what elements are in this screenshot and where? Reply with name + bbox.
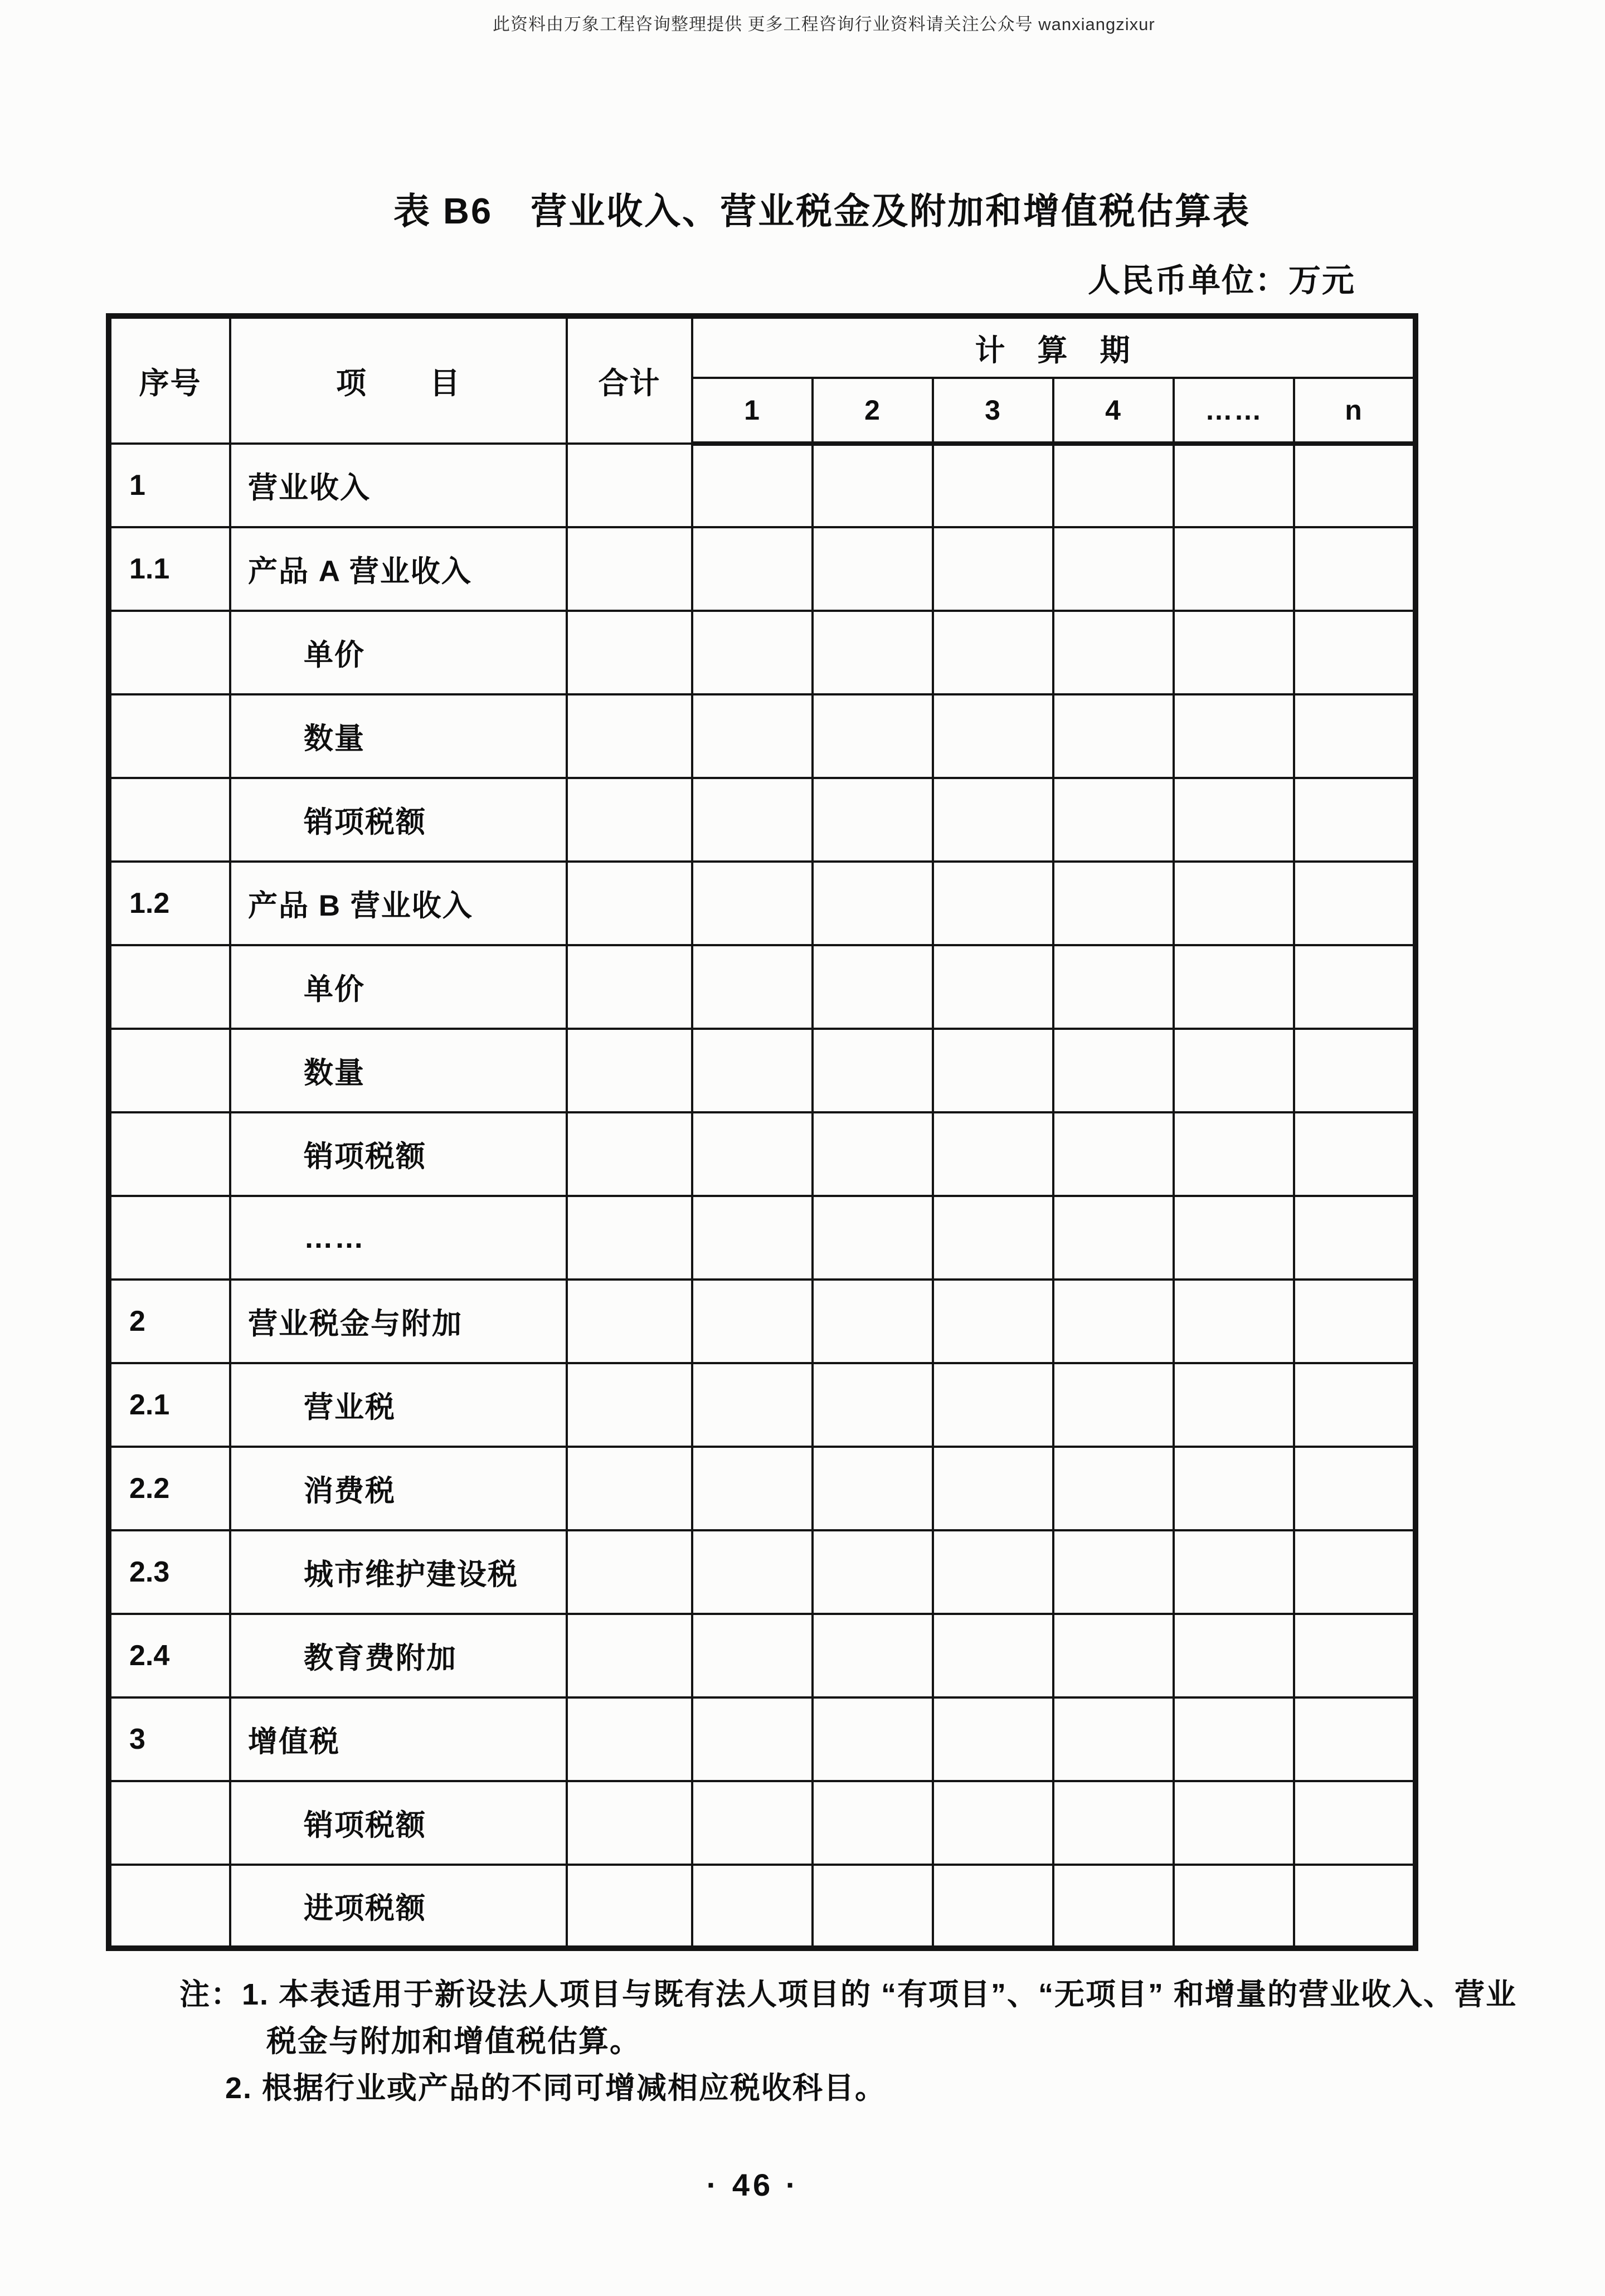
value-cell bbox=[692, 1196, 813, 1280]
value-cell bbox=[567, 1697, 692, 1781]
value-cell bbox=[1053, 1865, 1174, 1948]
item-cell: 消费税 bbox=[230, 1447, 567, 1530]
value-cell bbox=[692, 778, 813, 862]
value-cell bbox=[933, 1280, 1053, 1363]
value-cell bbox=[692, 1447, 813, 1530]
value-cell bbox=[1294, 527, 1416, 611]
value-cell bbox=[567, 945, 692, 1029]
value-cell bbox=[692, 1781, 813, 1865]
value-cell bbox=[933, 862, 1053, 945]
item-cell: 进项税额 bbox=[230, 1865, 567, 1948]
value-cell bbox=[1174, 1363, 1294, 1447]
value-cell bbox=[1294, 1447, 1416, 1530]
value-cell bbox=[1174, 694, 1294, 778]
value-cell bbox=[813, 945, 933, 1029]
value-cell bbox=[1294, 694, 1416, 778]
item-cell: 单价 bbox=[230, 945, 567, 1029]
value-cell bbox=[1053, 1029, 1174, 1112]
value-cell bbox=[567, 611, 692, 694]
value-cell bbox=[567, 862, 692, 945]
serial-cell: 1.1 bbox=[109, 527, 230, 611]
table-row bbox=[109, 1196, 1416, 1280]
item-cell: 产品 B 营业收入 bbox=[230, 862, 567, 945]
value-cell bbox=[567, 778, 692, 862]
table-row bbox=[109, 1280, 1416, 1363]
currency-unit-label: 人民币单位：万元 bbox=[1088, 262, 1356, 299]
value-cell bbox=[567, 527, 692, 611]
value-cell bbox=[1053, 1614, 1174, 1697]
note-line-1: 注：1. 本表适用于新设法人项目与既有法人项目的 “有项目”、“无项目” 和增量的营业收入、营业 bbox=[179, 1978, 1518, 2011]
value-cell bbox=[1294, 1781, 1416, 1865]
item-cell: 营业税金与附加 bbox=[230, 1280, 567, 1363]
value-cell bbox=[692, 1865, 813, 1948]
value-cell bbox=[567, 1280, 692, 1363]
serial-cell bbox=[109, 1865, 230, 1948]
value-cell bbox=[692, 1363, 813, 1447]
serial-cell bbox=[109, 611, 230, 694]
value-cell bbox=[933, 1530, 1053, 1614]
header-period-col-2: 2 bbox=[813, 378, 933, 444]
serial-cell: 1 bbox=[109, 444, 230, 527]
value-cell bbox=[1174, 945, 1294, 1029]
header-item: 项 目 bbox=[230, 316, 567, 444]
item-cell: 增值税 bbox=[230, 1697, 567, 1781]
value-cell bbox=[933, 1363, 1053, 1447]
value-cell bbox=[567, 1865, 692, 1948]
value-cell bbox=[1174, 444, 1294, 527]
value-cell bbox=[692, 1029, 813, 1112]
serial-cell bbox=[109, 945, 230, 1029]
value-cell bbox=[692, 1697, 813, 1781]
table-row bbox=[109, 1363, 1416, 1447]
value-cell bbox=[1294, 444, 1416, 527]
table-row bbox=[109, 862, 1416, 945]
value-cell bbox=[567, 1112, 692, 1196]
value-cell bbox=[813, 527, 933, 611]
header-serial: 序号 bbox=[109, 316, 230, 444]
serial-cell: 2.4 bbox=[109, 1614, 230, 1697]
value-cell bbox=[567, 694, 692, 778]
value-cell bbox=[1294, 1530, 1416, 1614]
value-cell bbox=[1053, 1781, 1174, 1865]
value-cell bbox=[813, 694, 933, 778]
value-cell bbox=[692, 945, 813, 1029]
serial-cell: 3 bbox=[109, 1697, 230, 1781]
note-line-2: 税金与附加和增值税估算。 bbox=[266, 2025, 641, 2058]
value-cell bbox=[1294, 1865, 1416, 1948]
value-cell bbox=[813, 1280, 933, 1363]
item-cell: 城市维护建设税 bbox=[230, 1530, 567, 1614]
header-period-col-6: n bbox=[1294, 378, 1416, 444]
value-cell bbox=[1294, 1363, 1416, 1447]
table-row bbox=[109, 1530, 1416, 1614]
value-cell bbox=[567, 1363, 692, 1447]
value-cell bbox=[1294, 778, 1416, 862]
value-cell bbox=[1294, 1614, 1416, 1697]
value-cell bbox=[933, 1112, 1053, 1196]
value-cell bbox=[1294, 1112, 1416, 1196]
value-cell bbox=[1053, 611, 1174, 694]
page-number: · 46 · bbox=[706, 2167, 800, 2202]
value-cell bbox=[1174, 1280, 1294, 1363]
value-cell bbox=[692, 862, 813, 945]
value-cell bbox=[813, 1112, 933, 1196]
value-cell bbox=[1294, 945, 1416, 1029]
serial-cell bbox=[109, 1029, 230, 1112]
value-cell bbox=[1174, 1781, 1294, 1865]
item-cell: 数量 bbox=[230, 694, 567, 778]
value-cell bbox=[692, 1112, 813, 1196]
table-row bbox=[109, 1447, 1416, 1530]
value-cell bbox=[567, 1614, 692, 1697]
value-cell bbox=[1174, 778, 1294, 862]
value-cell bbox=[692, 444, 813, 527]
item-cell: 销项税额 bbox=[230, 1112, 567, 1196]
value-cell bbox=[567, 1029, 692, 1112]
value-cell bbox=[933, 694, 1053, 778]
table-row bbox=[109, 527, 1416, 611]
item-cell: 产品 A 营业收入 bbox=[230, 527, 567, 611]
value-cell bbox=[933, 945, 1053, 1029]
value-cell bbox=[813, 1196, 933, 1280]
value-cell bbox=[1174, 1029, 1294, 1112]
value-cell bbox=[813, 611, 933, 694]
value-cell bbox=[813, 778, 933, 862]
table-row bbox=[109, 1112, 1416, 1196]
value-cell bbox=[933, 1029, 1053, 1112]
value-cell bbox=[933, 1865, 1053, 1948]
value-cell bbox=[1053, 694, 1174, 778]
header-period-col-5: …… bbox=[1174, 378, 1294, 444]
value-cell bbox=[567, 1447, 692, 1530]
value-cell bbox=[813, 1865, 933, 1948]
value-cell bbox=[813, 444, 933, 527]
watermark-text: 此资料由万象工程咨询整理提供 更多工程咨询行业资料请关注公众号 wanxiangzixur bbox=[493, 14, 1155, 34]
value-cell bbox=[1053, 1363, 1174, 1447]
value-cell bbox=[1053, 862, 1174, 945]
value-cell bbox=[813, 1697, 933, 1781]
value-cell bbox=[692, 1614, 813, 1697]
item-cell: 教育费附加 bbox=[230, 1614, 567, 1697]
value-cell bbox=[1174, 1865, 1294, 1948]
value-cell bbox=[933, 611, 1053, 694]
value-cell bbox=[813, 862, 933, 945]
serial-cell: 2.1 bbox=[109, 1363, 230, 1447]
header-period-col-3: 3 bbox=[933, 378, 1053, 444]
item-cell: …… bbox=[230, 1196, 567, 1280]
value-cell bbox=[813, 1029, 933, 1112]
value-cell bbox=[1294, 1029, 1416, 1112]
value-cell bbox=[692, 1530, 813, 1614]
value-cell bbox=[933, 1697, 1053, 1781]
item-cell: 销项税额 bbox=[230, 1781, 567, 1865]
value-cell bbox=[1053, 1697, 1174, 1781]
value-cell bbox=[567, 1196, 692, 1280]
value-cell bbox=[1174, 1530, 1294, 1614]
value-cell bbox=[813, 1447, 933, 1530]
value-cell bbox=[933, 1614, 1053, 1697]
value-cell bbox=[1174, 527, 1294, 611]
item-cell: 数量 bbox=[230, 1029, 567, 1112]
value-cell bbox=[692, 527, 813, 611]
table-row bbox=[109, 694, 1416, 778]
serial-cell bbox=[109, 1112, 230, 1196]
value-cell bbox=[933, 1781, 1053, 1865]
value-cell bbox=[1174, 862, 1294, 945]
table-row bbox=[109, 778, 1416, 862]
serial-cell bbox=[109, 1781, 230, 1865]
table-row bbox=[109, 1029, 1416, 1112]
value-cell bbox=[567, 1530, 692, 1614]
serial-cell: 2 bbox=[109, 1280, 230, 1363]
value-cell bbox=[1053, 945, 1174, 1029]
header-total: 合计 bbox=[567, 316, 692, 444]
value-cell bbox=[933, 527, 1053, 611]
table-row bbox=[109, 1614, 1416, 1697]
value-cell bbox=[692, 694, 813, 778]
value-cell bbox=[1294, 611, 1416, 694]
value-cell bbox=[1053, 1196, 1174, 1280]
table-row bbox=[109, 1865, 1416, 1948]
item-cell: 单价 bbox=[230, 611, 567, 694]
value-cell bbox=[1053, 778, 1174, 862]
value-cell bbox=[1053, 1280, 1174, 1363]
value-cell bbox=[567, 444, 692, 527]
value-cell bbox=[933, 1196, 1053, 1280]
serial-cell bbox=[109, 778, 230, 862]
value-cell bbox=[933, 778, 1053, 862]
page-title: 表 B6 营业收入、营业税金及附加和增值税估算表 bbox=[393, 191, 1251, 231]
value-cell bbox=[1174, 1112, 1294, 1196]
revenue-tax-estimate-table bbox=[106, 313, 1418, 1951]
serial-cell: 2.2 bbox=[109, 1447, 230, 1530]
value-cell bbox=[1174, 1447, 1294, 1530]
value-cell bbox=[813, 1530, 933, 1614]
serial-cell bbox=[109, 1196, 230, 1280]
serial-cell: 2.3 bbox=[109, 1530, 230, 1614]
table-row bbox=[109, 1781, 1416, 1865]
item-cell: 营业税 bbox=[230, 1363, 567, 1447]
item-cell: 营业收入 bbox=[230, 444, 567, 527]
value-cell bbox=[567, 1781, 692, 1865]
note-line-3: 2. 根据行业或产品的不同可增减相应税收科目。 bbox=[225, 2071, 887, 2105]
value-cell bbox=[1294, 1280, 1416, 1363]
item-cell: 销项税额 bbox=[230, 778, 567, 862]
value-cell bbox=[813, 1614, 933, 1697]
header-calc-period: 计 算 期 bbox=[692, 316, 1416, 378]
value-cell bbox=[692, 611, 813, 694]
table-row bbox=[109, 444, 1416, 527]
serial-cell: 1.2 bbox=[109, 862, 230, 945]
table-row bbox=[109, 1697, 1416, 1781]
value-cell bbox=[1174, 1614, 1294, 1697]
value-cell bbox=[1174, 1196, 1294, 1280]
value-cell bbox=[1053, 444, 1174, 527]
value-cell bbox=[1053, 527, 1174, 611]
value-cell bbox=[1053, 1112, 1174, 1196]
value-cell bbox=[1174, 1697, 1294, 1781]
value-cell bbox=[813, 1781, 933, 1865]
value-cell bbox=[933, 444, 1053, 527]
table-row bbox=[109, 611, 1416, 694]
value-cell bbox=[933, 1447, 1053, 1530]
value-cell bbox=[1053, 1530, 1174, 1614]
serial-cell bbox=[109, 694, 230, 778]
value-cell bbox=[692, 1280, 813, 1363]
value-cell bbox=[1294, 1196, 1416, 1280]
table-row bbox=[109, 945, 1416, 1029]
value-cell bbox=[1053, 1447, 1174, 1530]
value-cell bbox=[1294, 862, 1416, 945]
value-cell bbox=[1174, 611, 1294, 694]
header-period-col-1: 1 bbox=[692, 378, 813, 444]
header-period-col-4: 4 bbox=[1053, 378, 1174, 444]
value-cell bbox=[813, 1363, 933, 1447]
value-cell bbox=[1294, 1697, 1416, 1781]
